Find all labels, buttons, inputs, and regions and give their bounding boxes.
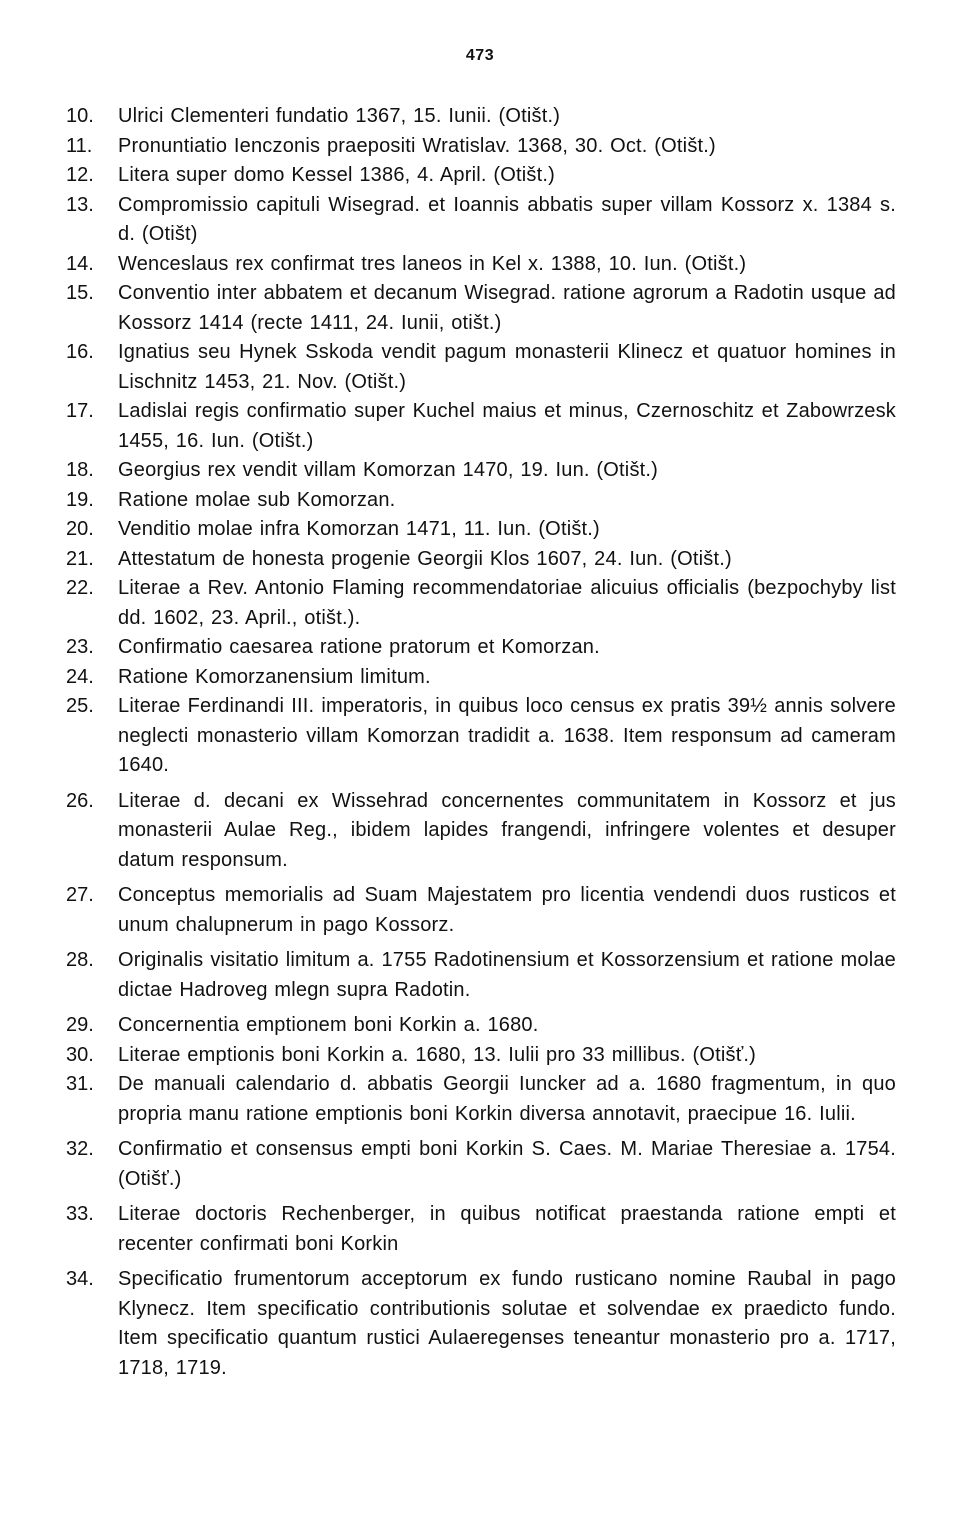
entry-text: Compromissio capituli Wisegrad. et Ioannis abbatis super villam Kossorz x. 1384 s. d. (Otišt) — [118, 193, 896, 245]
entry-number: 15. — [66, 282, 94, 304]
entry-number: 11. — [66, 134, 93, 157]
entry-number: 28. — [66, 949, 94, 971]
list-item — [66, 574, 896, 633]
entry-text: Literae d. decani ex Wissehrad concernentes communitatem in Kossorz et jus monasterii Aulae Reg., ibidem lapides frangendi, infringere volentes et desuper datum responsum. — [118, 789, 896, 871]
list-item — [66, 486, 896, 516]
entry-text: Literae emptionis boni Korkin a. 1680, 13. Iulii pro 33 millibus. (Otišť.) — [118, 1043, 757, 1066]
entry-number: 30. — [66, 1043, 94, 1066]
list-item — [66, 881, 896, 940]
entry-text: Ratione Komorzanensium limitum. — [118, 665, 431, 688]
list-item — [66, 633, 896, 663]
entry-number: 19. — [66, 488, 94, 511]
list-item — [66, 692, 896, 781]
list-item — [66, 338, 896, 397]
entry-text: Ladislai regis confirmatio super Kuchel maius et minus, Czernoschitz et Zabowrzesk 1455, 16. Iun. (Otišt.) — [118, 400, 896, 452]
entry-number: 12. — [66, 164, 94, 186]
entry-number: 32. — [66, 1138, 94, 1160]
list-item — [66, 545, 896, 575]
entry-text: Concernentia emptionem boni Korkin a. 1680. — [118, 1014, 539, 1036]
entry-text: Ulrici Clementeri fundatio 1367, 15. Iunii. (Otišt.) — [118, 105, 561, 127]
entry-number: 34. — [66, 1268, 94, 1290]
list-item — [66, 663, 896, 693]
entry-number: 13. — [66, 193, 94, 216]
entry-number: 27. — [66, 884, 94, 906]
list-item — [66, 132, 896, 162]
entry-text: Ratione molae sub Komorzan. — [118, 488, 396, 511]
entry-number: 29. — [66, 1014, 94, 1036]
list-item — [66, 1011, 896, 1041]
list-item — [66, 1070, 896, 1129]
entry-text: Wenceslaus rex confirmat tres laneos in Kel x. 1388, 10. Iun. (Otišt.) — [118, 252, 747, 275]
entry-number: 10. — [66, 105, 94, 127]
list-item — [66, 787, 896, 876]
entry-text: Literae a Rev. Antonio Flaming recommendatoriae alicuius officialis (bezpochyby list dd. 1602, 23. April., otišt.). — [118, 577, 896, 629]
entry-text: De manuali calendario d. abbatis Georgii Iuncker ad a. 1680 fragmentum, in quo propria manu ratione emptionis boni Korkin diversa annotavit, praecipue 16. Iulii. — [118, 1073, 896, 1125]
entry-number: 31. — [66, 1073, 94, 1095]
list-item — [66, 515, 896, 545]
entry-number: 23. — [66, 636, 94, 658]
entry-text: Literae Ferdinandi III. imperatoris, in quibus loco census ex pratis 39½ annis solvere neglecti monasterio villam Komorzan tradidit a. 1638. Item responsum ad cameram 1640. — [118, 695, 896, 776]
list-item — [66, 456, 896, 486]
list-item — [66, 1265, 896, 1383]
list-item — [66, 161, 896, 191]
list-item — [66, 191, 896, 250]
list-item — [66, 397, 896, 456]
entry-number: 20. — [66, 518, 94, 540]
entry-text: Ignatius seu Hynek Sskoda vendit pagum monasterii Klinecz et quatuor homines in Lischnitz 1453, 21. Nov. (Otišt.) — [118, 341, 896, 393]
entry-text: Pronuntiatio Ienczonis praepositi Wratislav. 1368, 30. Oct. (Otišt.) — [118, 134, 716, 157]
list-item — [66, 1041, 896, 1071]
entry-number: 33. — [66, 1203, 94, 1225]
entry-number: 18. — [66, 459, 94, 481]
entry-number: 21. — [66, 547, 94, 570]
entry-text: Confirmatio caesarea ratione pratorum et Komorzan. — [118, 636, 600, 658]
entry-text: Conventio inter abbatem et decanum Wisegrad. ratione agrorum a Radotin usque ad Kossorz 1414 (recte 1411, 24. Iunii, otišt.) — [118, 282, 896, 334]
entry-number: 25. — [66, 695, 94, 717]
entry-text: Georgius rex vendit villam Komorzan 1470, 19. Iun. (Otišt.) — [118, 459, 659, 481]
entry-list — [66, 102, 896, 1383]
entry-number: 22. — [66, 577, 94, 599]
list-item — [66, 1135, 896, 1194]
entry-number: 17. — [66, 400, 94, 422]
entry-text: Attestatum de honesta progenie Georgii Klos 1607, 24. Iun. (Otišt.) — [118, 547, 732, 570]
list-item — [66, 1200, 896, 1259]
entry-text: Originalis visitatio limitum a. 1755 Radotinensium et Kossorzensium et ratione molae dictae Hadroveg mlegn supra Radotin. — [118, 949, 896, 1001]
list-item — [66, 946, 896, 1005]
list-item — [66, 102, 896, 132]
page-number: 473 — [465, 47, 495, 64]
entry-text: Venditio molae infra Komorzan 1471, 11. Iun. (Otišt.) — [118, 518, 600, 540]
entry-text: Confirmatio et consensus empti boni Korkin S. Caes. M. Mariae Theresiae a. 1754. (Otišť.) — [118, 1138, 896, 1190]
entry-number: 14. — [66, 252, 94, 275]
entry-text: Litera super domo Kessel 1386, 4. April. (Otišt.) — [118, 164, 555, 186]
entry-text: Specificatio frumentorum acceptorum ex fundo rusticano nomine Raubal in pago Klynecz. Item specificatio contributionis solutae et solvendae ex praedicto fundo. Item specificatio quantum rustici Aulaeregenses teneantur monasterio pro a. 1717, 1718, 1719. — [118, 1268, 896, 1379]
entry-number: 24. — [66, 665, 94, 688]
entry-number: 16. — [66, 341, 94, 363]
entry-text: Literae doctoris Rechenberger, in quibus notificat praestanda ratione empti et recenter confirmati boni Korkin — [118, 1203, 896, 1255]
entry-number: 26. — [66, 789, 94, 812]
list-item — [66, 250, 896, 280]
list-item — [66, 279, 896, 338]
entry-text: Conceptus memorialis ad Suam Majestatem pro licentia vendendi duos rusticos et unum chalupnerum in pago Kossorz. — [118, 884, 896, 936]
